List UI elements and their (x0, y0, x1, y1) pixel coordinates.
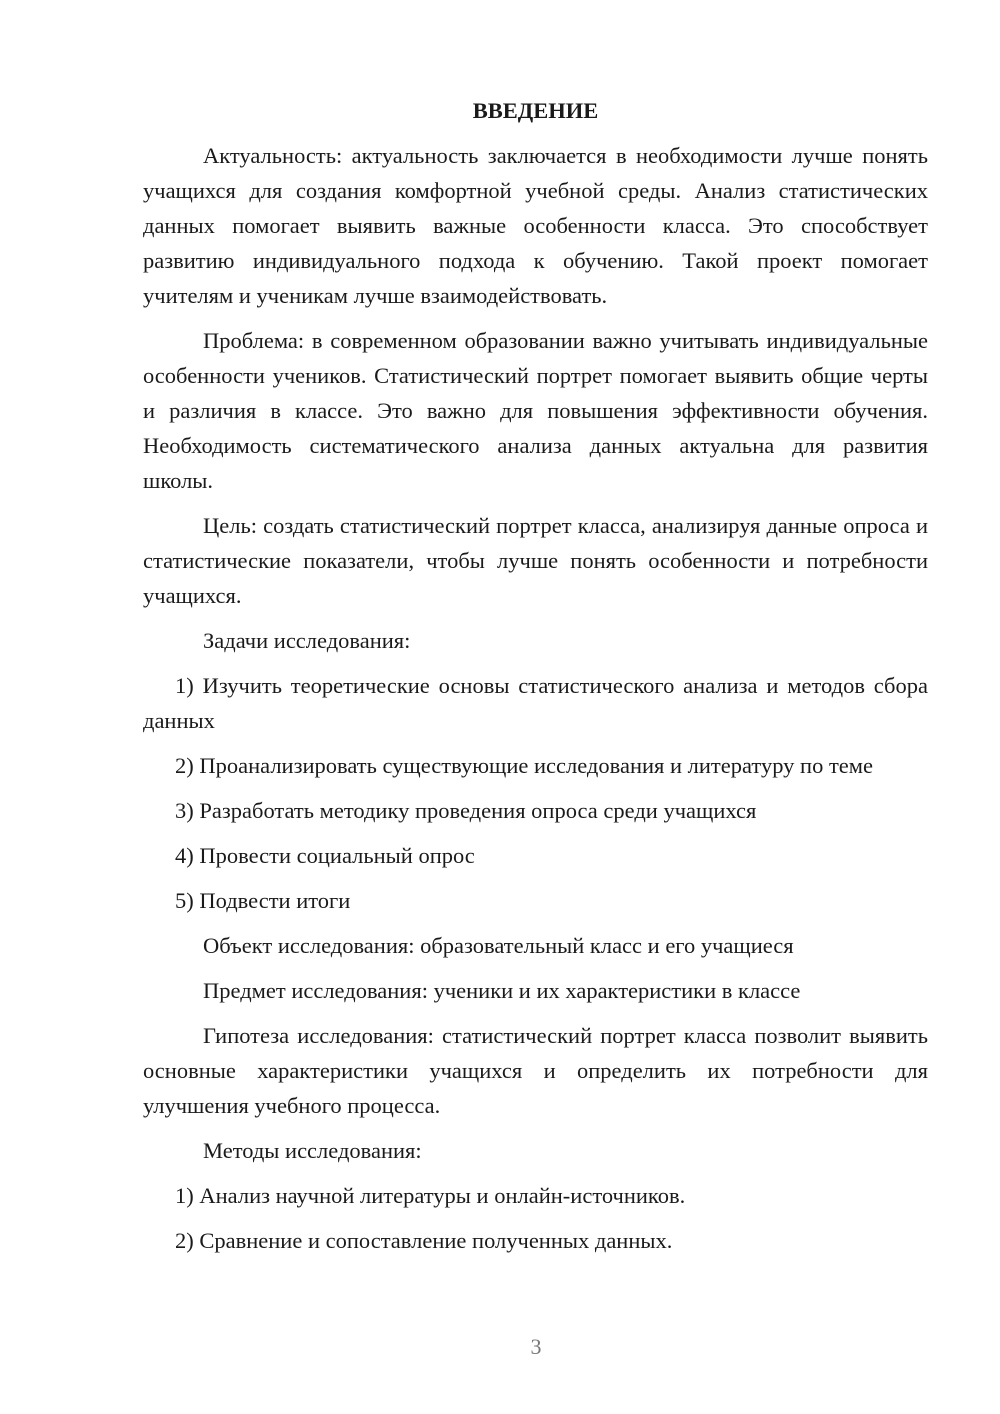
paragraph-relevance: Актуальность: актуальность заключается в необходимости лучше понять учащихся для создания комфортной учебной среды. Анализ статистических данных помогает выявить важные особенности класса. Это способствует развитию индивидуального подхода к обучению. Такой проект помогает учителям и ученикам лучше взаимодействовать. (143, 143, 928, 308)
paragraph-problem: Проблема: в современном образовании важно учитывать индивидуальные особенности учеников. Статистический портрет помогает выявить общие черты и различия в классе. Это важно для повышения эффективности обучения. Необходимость систематического анализа данных актуальна для развития школы. (143, 328, 928, 493)
task-item-2: 2) Проанализировать существующие исследования и литературу по теме (175, 753, 873, 778)
page-content (143, 96, 928, 1268)
page-title: ВВЕДЕНИЕ (472, 98, 599, 123)
method-item-1: 1) Анализ научной литературы и онлайн-источников. (175, 1183, 686, 1208)
paragraph-tasks-heading: Задачи исследования: (203, 628, 411, 653)
task-item-3: 3) Разработать методику проведения опроса среди учащихся (175, 798, 757, 823)
task-item-1: 1) Изучить теоретические основы статистического анализа и методов сбора данных (143, 673, 928, 733)
paragraph-hypothesis: Гипотеза исследования: статистический портрет класса позволит выявить основные характеристики учащихся и определить их потребности для улучшения учебного процесса. (143, 1023, 928, 1118)
paragraph-subject: Предмет исследования: ученики и их характеристики в классе (203, 978, 801, 1003)
paragraph-goal: Цель: создать статистический портрет класса, анализируя данные опроса и статистические показатели, чтобы лучше понять особенности и потребности учащихся. (143, 513, 928, 608)
task-item-5: 5) Подвести итоги (175, 888, 351, 913)
paragraph-methods-heading: Методы исследования: (203, 1138, 422, 1163)
page-number: 3 (530, 1334, 542, 1359)
task-item-4: 4) Провести социальный опрос (175, 843, 475, 868)
method-item-2: 2) Сравнение и сопоставление полученных данных. (175, 1228, 673, 1253)
paragraph-object: Объект исследования: образовательный класс и его учащиеся (203, 933, 794, 958)
